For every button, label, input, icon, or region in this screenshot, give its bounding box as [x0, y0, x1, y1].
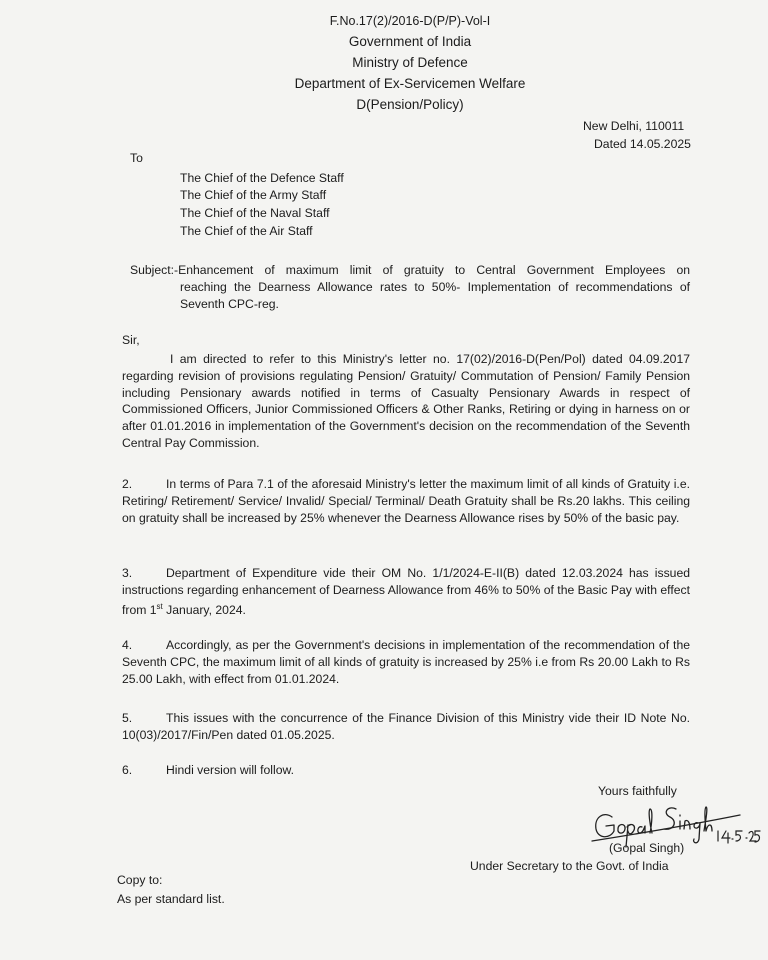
paragraph-5-number: 5.: [122, 711, 133, 725]
paragraph-3: [122, 565, 690, 618]
signatory-designation: Under Secretary to the Govt. of India: [470, 859, 669, 873]
closing: Yours faithfully: [598, 784, 677, 798]
section-heading: D(Pension/Policy): [356, 97, 464, 112]
paragraph-4-text: Accordingly, as per the Government's decisions in implementation of the recommendation of the Seventh CPC, the maximum limit of all kinds of gratuity is increased by 25% i.e from Rs 20.00 Lakh to Rs 25.00 Lakh, with effect from 01.01.2024.: [122, 638, 690, 686]
government-heading: Government of India: [348, 34, 472, 49]
paragraph-6-text: Hindi version will follow.: [166, 763, 295, 777]
recipient-defence: The Chief of the Defence Staff: [180, 171, 344, 185]
copy-to-label: Copy to:: [117, 873, 163, 887]
department-heading: Department of Ex-Servicemen Welfare: [294, 76, 526, 91]
to-label: To: [130, 151, 143, 165]
subject-line-3: Seventh CPC-reg.: [180, 297, 279, 311]
paragraph-2-number: 2.: [122, 477, 133, 491]
paragraph-2-text: In terms of Para 7.1 of the aforesaid Ministry's letter the maximum limit of all kinds of Gratuity i.e. Retiring/ Retirement/ Service/ Invalid/ Special/ Terminal/ Death Gratuity shall be Rs.20 lakhs. This ceiling on gratuity shall be increased by 25% whenever the Dearness Allowance rises by 50% of the basic pay.: [122, 477, 690, 525]
file-number: F.No.17(2)/2016-D(P/P)-Vol-I: [329, 14, 491, 28]
recipient-air: The Chief of the Air Staff: [180, 224, 313, 238]
date: Dated 14.05.2025: [594, 137, 691, 151]
subject-line-2: reaching the Dearness Allowance rates to 50%- Implementation of recommendations of: [180, 280, 690, 294]
paragraph-1-text: I am directed to refer to this Ministry's letter no. 17(02)/2016-D(Pen/Pol) dated 04.09.2017 regarding revision of provisions regulating Pension/ Gratuity/ Commutation of Pension/ Family Pension including Pensionary awards notified in terms of Casualty Pensionary Awards in respect of Commissioned Officers, Junior Commissioned Officers & Other Ranks, Retiring or dying in harness on or after 01.01.2016 in implementation of the Government's decision on the recommendation of the Seventh Central Pay Commission.: [122, 352, 690, 450]
paragraph-4: [122, 637, 690, 687]
recipient-naval: The Chief of the Naval Staff: [180, 206, 330, 220]
paragraph-3-number: 3.: [122, 566, 133, 580]
subject-line-1: [130, 263, 690, 277]
paragraph-2: [122, 476, 690, 526]
paragraph-6-number: 6.: [122, 763, 133, 777]
paragraph-3-text: Department of Expenditure vide their OM No. 1/1/2024-E-II(B) dated 12.03.2024 has issued instructions regarding enhancement of Dearness Allowance from 46% to 50% of the Basic Pay with effect from 1st January, 2024.: [122, 566, 690, 617]
paragraph-4-number: 4.: [122, 638, 133, 652]
paragraph-6: [122, 762, 690, 779]
copy-to-value: As per standard list.: [117, 892, 225, 906]
salutation: Sir,: [122, 333, 140, 347]
subject-label: Subject:-: [130, 263, 179, 277]
ministry-heading: Ministry of Defence: [352, 55, 468, 70]
recipient-army: The Chief of the Army Staff: [180, 188, 327, 202]
place: New Delhi, 110011: [583, 119, 685, 133]
subject-text-1: Enhancement of maximum limit of gratuity to Central Government Employees on: [178, 263, 690, 277]
signatory-name: (Gopal Singh): [609, 841, 685, 855]
paragraph-5: [122, 710, 690, 744]
paragraph-1: [122, 351, 690, 452]
paragraph-5-text: This issues with the concurrence of the Finance Division of this Ministry vide their ID Note No. 10(03)/2017/Fin/Pen dated 01.05.2025.: [122, 711, 690, 742]
